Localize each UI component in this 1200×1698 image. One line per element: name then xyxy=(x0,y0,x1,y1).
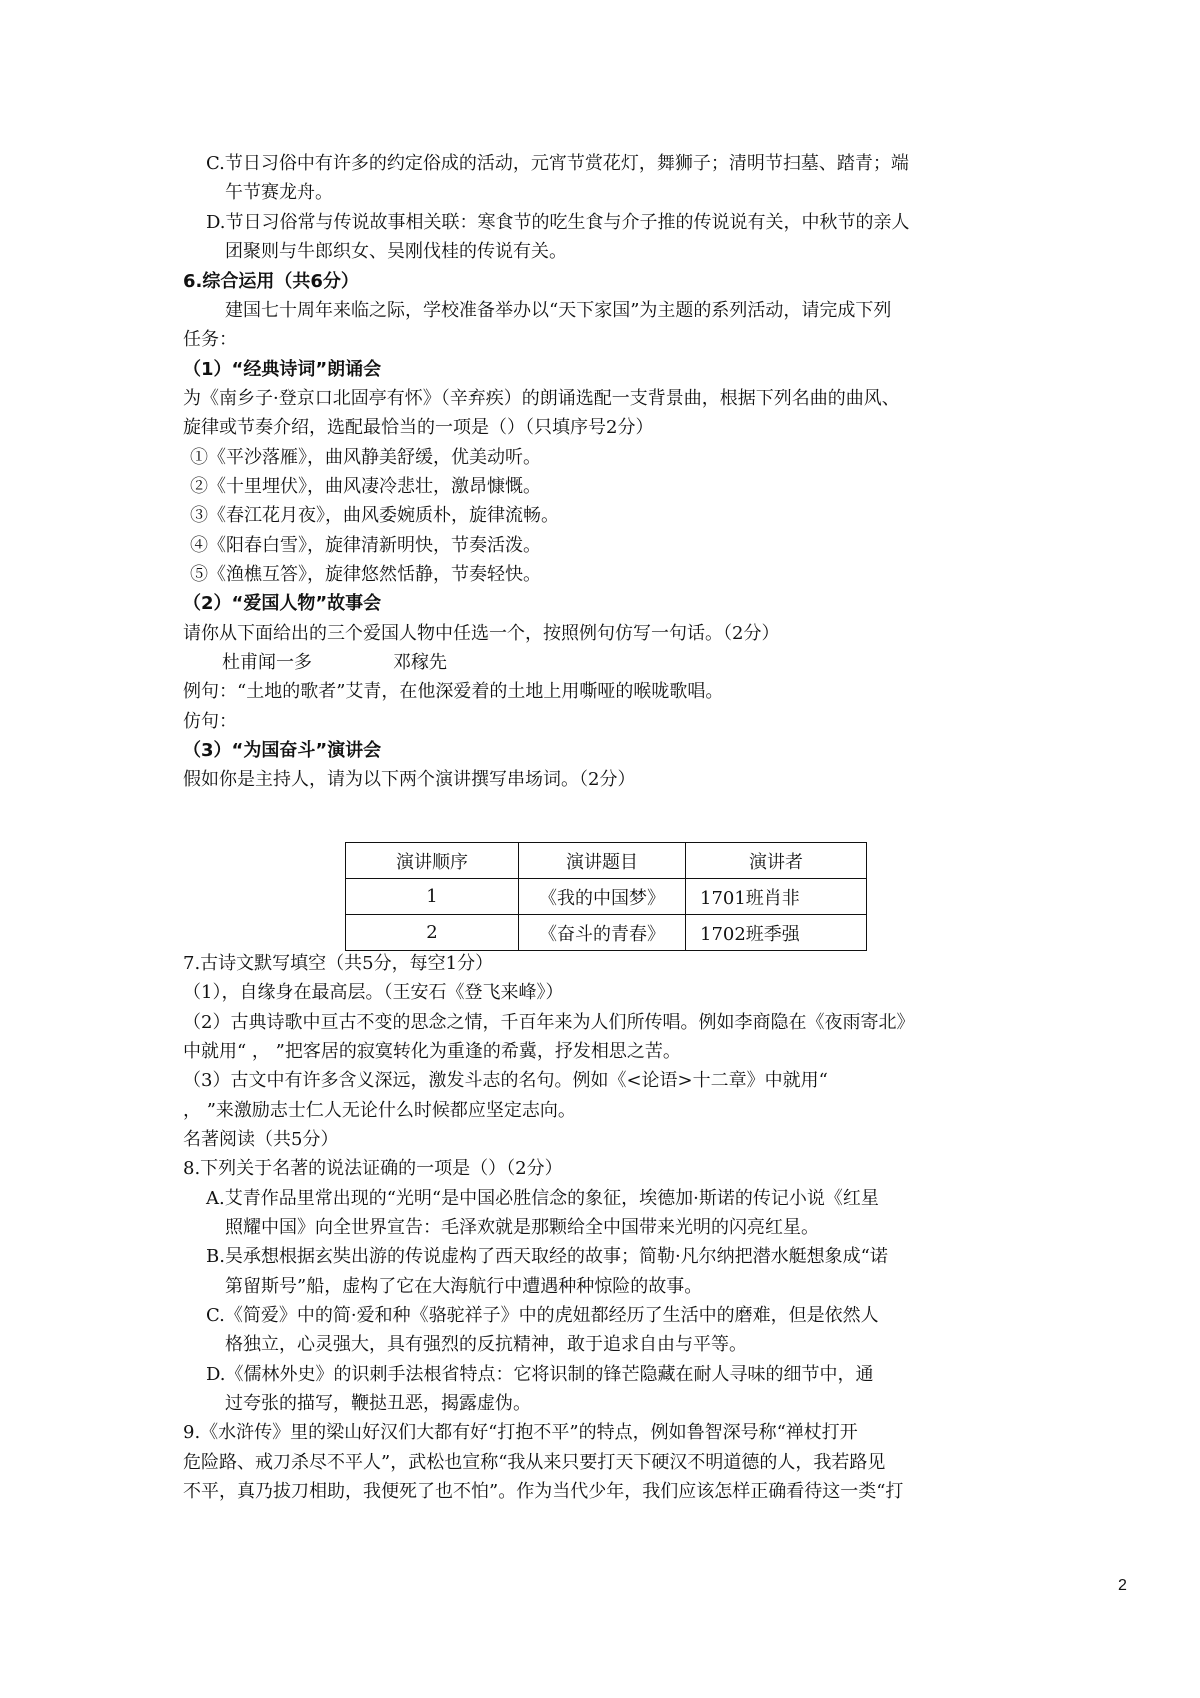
q7-title: 7.古诗文默写填空（共5分，每空1分） xyxy=(183,953,494,974)
music-option: ②《十里埋伏》，曲风凄冷悲壮，激昂慷慨。 xyxy=(190,476,541,497)
table-cell: 1701班肖非 xyxy=(686,879,867,915)
q7-part3-line-2: ， ”来激励志士仁人无论什么时候都应坚定志向。 xyxy=(183,1100,576,1121)
q7-part2-line-1: （2）古典诗歌中亘古不变的思念之情，千百年来为人们所传唱。例如李商隐在《夜雨寄北》 xyxy=(183,1012,915,1033)
table-header-cell: 演讲顺序 xyxy=(346,843,519,879)
q6-sub2-title: （2）“爱国人物”故事会 xyxy=(183,593,382,614)
q7-part3-line-1: （3）古文中有许多含义深远，激发斗志的名句。例如《<论语>十二章》中就用“ xyxy=(183,1070,828,1091)
q7-part2-line-2: 中就用“ ， ”把客居的寂寞转化为重逢的希冀，抒发相思之苦。 xyxy=(183,1041,681,1062)
q8-option-d-line-2: 过夸张的描写，鞭挞丑恶，揭露虚伪。 xyxy=(225,1393,531,1414)
table-cell: 1 xyxy=(346,879,519,915)
q6-sub1-title: （1）“经典诗词”朗诵会 xyxy=(183,359,382,380)
q9-line-3: 不平，真乃拔刀相助，我便死了也不怕”。作为当代少年，我们应该怎样正确看待这一类“打 xyxy=(183,1481,904,1502)
example-sentence: 例句：“土地的歌者”艾青，在他深爱着的土地上用嘶哑的喉咙歌唱。 xyxy=(183,681,724,702)
music-option: ③《春江花月夜》，曲风委婉质朴，旋律流畅。 xyxy=(190,505,559,526)
q6-intro-line-2: 任务： xyxy=(183,329,237,350)
table-cell: 《我的中国梦》 xyxy=(519,879,686,915)
table-header-row xyxy=(346,843,867,879)
people-group-2: 邓稼先 xyxy=(393,652,447,673)
q8-option-a-line-2: 照耀中国》向全世界宣告：毛泽欢就是那颗给全中国带来光明的闪亮红星。 xyxy=(225,1217,819,1238)
q8-option-d-line-1: D.《儒林外史》的识刺手法根省特点：它将识制的锋芒隐藏在耐人寻味的细节中，通 xyxy=(206,1364,874,1385)
q6-intro-line-1: 建国七十周年来临之际，学校准备举办以“天下家国”为主题的系列活动，请完成下列 xyxy=(225,300,892,321)
people-group-1: 杜甫闻一多 xyxy=(222,652,312,673)
option-d-line-2: 团聚则与牛郎织女、吴刚伐桂的传说有关。 xyxy=(225,241,567,262)
table-cell: 1702班季强 xyxy=(686,915,867,951)
q8-option-b-line-2: 第留斯号”船，虚构了它在大海航行中遭遇种种惊险的故事。 xyxy=(225,1276,703,1297)
q8-option-a-line-1: A.艾青作品里常出现的“光明“是中国必胜信念的象征，埃德加·斯诺的传记小说《红星 xyxy=(206,1188,879,1209)
speech-table xyxy=(345,842,867,951)
q6-sub1-text-1: 为《南乡子·登京口北固亭有怀》（辛弃疾）的朗诵选配一支背景曲，根据下列名曲的曲风、 xyxy=(183,388,900,409)
imitate-label: 仿句： xyxy=(183,711,237,732)
q7-part1: （1），自缘身在最高层。（王安石《登飞来峰》） xyxy=(183,982,564,1003)
table-cell: 2 xyxy=(346,915,519,951)
q6-sub2-text: 请你从下面给出的三个爱国人物中任选一个，按照例句仿写一句话。（2分） xyxy=(183,623,780,644)
table-header-cell: 演讲者 xyxy=(686,843,867,879)
option-c-line-2: 午节赛龙舟。 xyxy=(225,182,333,203)
q6-sub3-text: 假如你是主持人，请为以下两个演讲撰写串场词。（2分） xyxy=(183,769,636,790)
music-option: ⑤《渔樵互答》，旋律悠然恬静，节奏轻快。 xyxy=(190,564,541,585)
q9-line-2: 危险路、戒刀杀尽不平人”，武松也宣称“我从来只要打天下硬汉不明道德的人，我若路见 xyxy=(183,1452,886,1473)
table-row xyxy=(346,915,867,951)
q8-title: 8.下列关于名著的说法证确的一项是（）（2分） xyxy=(183,1158,563,1179)
reading-section-title: 名著阅读（共5分） xyxy=(183,1129,339,1150)
q8-option-b-line-1: B.吴承想根据玄奘出游的传说虚构了西天取经的故事；简勒·凡尔纳把潜水艇想象成“诺 xyxy=(206,1246,888,1267)
q8-option-c-line-1: C.《简爱》中的简·爱和种《骆驼祥子》中的虎妞都经历了生活中的磨难，但是依然人 xyxy=(206,1305,879,1326)
q6-sub1-text-2: 旋律或节奏介绍，选配最恰当的一项是（）（只填序号2分） xyxy=(183,417,654,438)
q6-title: 6.综合运用（共6分） xyxy=(183,271,359,292)
page-number: 2 xyxy=(1118,1577,1127,1594)
q6-sub3-title: （3）“为国奋斗”演讲会 xyxy=(183,740,382,761)
option-c-line-1: C.节日习俗中有许多的约定俗成的活动，元宵节赏花灯，舞狮子；清明节扫墓、踏青；端 xyxy=(206,153,909,174)
music-option: ①《平沙落雁》，曲风静美舒缓，优美动听。 xyxy=(190,447,541,468)
q9-line-1: 9.《水浒传》里的梁山好汉们大都有好“打抱不平”的特点，例如鲁智深号称“禅杖打开 xyxy=(183,1422,858,1443)
option-d-line-1: D.节日习俗常与传说故事相关联：寒食节的吃生食与介子推的传说说有关，中秋节的亲人 xyxy=(206,212,910,233)
q8-option-c-line-2: 格独立，心灵强大，具有强烈的反抗精神，敢于追求自由与平等。 xyxy=(225,1334,747,1355)
table-row xyxy=(346,879,867,915)
table-cell: 《奋斗的青春》 xyxy=(519,915,686,951)
music-option: ④《阳春白雪》，旋律清新明快，节奏活泼。 xyxy=(190,535,541,556)
table-header-cell: 演讲题目 xyxy=(519,843,686,879)
